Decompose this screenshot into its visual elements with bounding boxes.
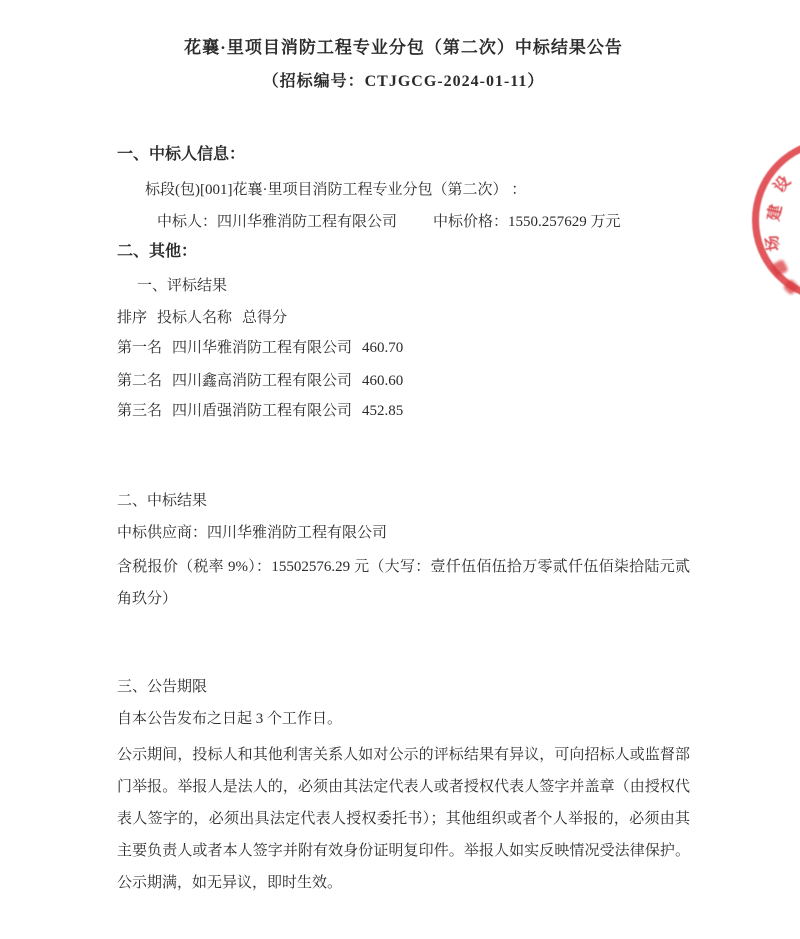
tender-number: （招标编号：CTJGCG-2024-01-11） [262,73,545,90]
score-cell: 460.60 [362,373,404,389]
section-heading-winner-info: 一、中标人信息： [117,146,246,163]
rank-cell: 第二名 [117,373,163,389]
seal-character: 场 [763,233,784,253]
column-header-bidder: 投标人名称 [157,310,233,326]
column-header-score: 总得分 [242,310,288,326]
award-supplier: 中标供应商：四川华雅消防工程有限公司 [117,525,388,541]
score-cell: 452.85 [362,403,404,419]
winner-name: 中标人：四川华雅消防工程有限公司 [157,214,398,230]
bidder-cell: 四川华雅消防工程有限公司 [172,340,353,356]
seal-smudge [770,259,788,277]
bidder-cell: 四川盾强消防工程有限公司 [172,403,353,419]
score-cell: 460.70 [362,340,404,356]
rank-cell: 第三名 [117,403,163,419]
notice-subheading: 三、公告期限 [117,679,208,695]
evaluation-subheading: 一、评标结果 [137,278,228,294]
table-row [117,401,690,421]
rank-cell: 第一名 [117,340,163,356]
column-header-rank: 排序 [117,310,148,326]
award-subheading: 二、中标结果 [117,493,208,509]
table-row [117,371,690,391]
notice-paragraph: 公示期间，投标人和其他利害关系人如对公示的评标结果有异议，可向招标人或监督部门举报。举报人是法人的，必须由其法定代表人或者授权代表人签字并盖章（由授权代表人签字的，必须出具法定代表人授权委托书）；其他组织或者个人举报的，必须由其主要负责人或者本人签字并附有效身份证明复印件。举报人如实反映情况受法律保护。公示期满，如无异议，即时生效。 [117,747,690,891]
notice-duration: 自本公告发布之日起 3 个工作日。 [117,711,343,727]
table-row [117,338,690,358]
section-heading-other: 二、其他： [117,243,198,260]
bidder-cell: 四川鑫高消防工程有限公司 [172,373,353,389]
winner-row [117,212,690,232]
lot-line: 标段(包)[001]花襄·里项目消防工程专业分包（第二次） ： [145,182,527,198]
evaluation-table-header [117,308,690,328]
award-price: 含税报价（税率 9%）：15502576.29 元（大写：壹仟伍佰伍拾万零贰仟伍佰柒拾陆元贰角玖分） [117,559,690,607]
seal-character: 设 [770,173,795,197]
winner-price: 中标价格：1550.257629 万元 [433,214,621,230]
document-title: 花襄·里项目消防工程专业分包（第二次）中标结果公告 [184,38,623,57]
seal-character: 建 [765,203,786,223]
